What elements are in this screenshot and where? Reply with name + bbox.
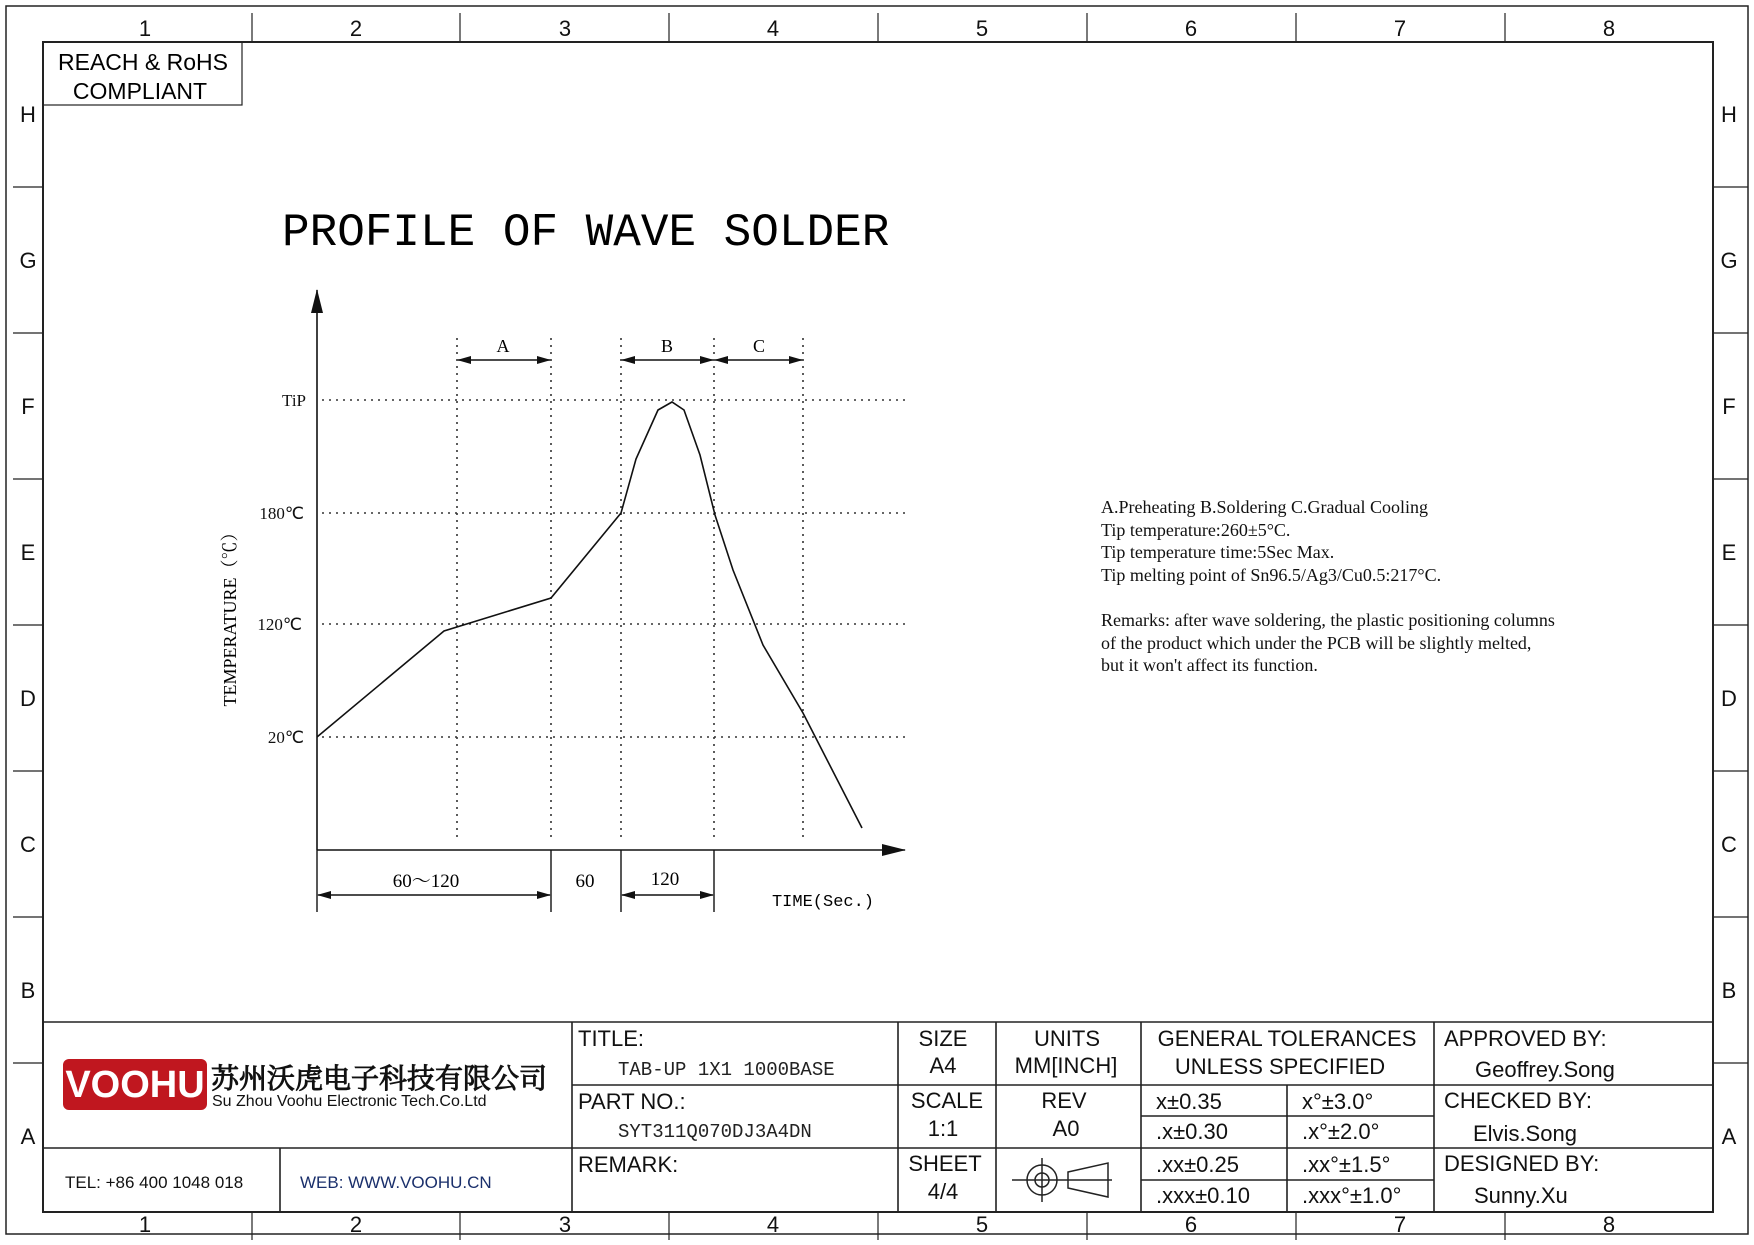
- note-line: Tip temperature:260±5°C.: [1101, 520, 1291, 540]
- scale-label: SCALE: [910, 1088, 984, 1113]
- col-label: 7: [1393, 16, 1407, 41]
- col-label: 5: [975, 16, 989, 41]
- col-label: 1: [138, 1212, 152, 1237]
- compliance-line1: REACH & RoHS: [58, 49, 228, 75]
- row-label: H: [1721, 102, 1737, 127]
- y-tick-labels: [257, 391, 306, 747]
- compliance-line2: COMPLIANT: [72, 78, 208, 104]
- level-gridlines: [322, 400, 905, 737]
- col-label: 4: [766, 16, 780, 41]
- row-label: A: [1721, 1124, 1737, 1149]
- y-tick-label-180: 180℃: [259, 504, 304, 523]
- notes-block: [1101, 497, 1555, 675]
- company-name-en: Su Zhou Voohu Electronic Tech.Co.Ltd: [212, 1093, 487, 1110]
- duration-label-preheat: 60～120: [392, 871, 460, 892]
- zone-gridlines: [457, 338, 803, 842]
- size-value: A4: [929, 1053, 957, 1078]
- row-label: A: [20, 1124, 36, 1149]
- units-label: UNITS: [1034, 1026, 1100, 1051]
- sheet-label: SHEET: [908, 1151, 982, 1176]
- company-logo: [63, 1059, 547, 1110]
- tolerance-linear: .xxx±0.10: [1156, 1183, 1251, 1208]
- rev-label: REV: [1041, 1088, 1087, 1113]
- units-value: MM[INCH]: [1014, 1053, 1118, 1078]
- remark-line: of the product which under the PCB will be slightly melted,: [1101, 633, 1532, 653]
- note-line: Tip temperature time:5Sec Max.: [1101, 542, 1335, 562]
- row-label: C: [20, 832, 36, 857]
- col-label: 3: [558, 1212, 572, 1237]
- projection-symbol-icon: [1012, 1158, 1112, 1202]
- row-label: E: [1721, 540, 1737, 565]
- duration-label-solder: 120: [650, 869, 680, 890]
- y-tick-label-tip: TiP: [282, 391, 306, 410]
- title-value: TAB-UP 1X1 1000BASE: [618, 1059, 835, 1081]
- company-name-cn: 苏州沃虎电子科技有限公司: [211, 1063, 548, 1094]
- profile-chart: [220, 290, 905, 912]
- scale-value: 1:1: [927, 1116, 959, 1141]
- col-label: 3: [558, 16, 572, 41]
- col-label: 1: [138, 16, 152, 41]
- row-label: E: [20, 540, 36, 565]
- row-label: D: [20, 686, 36, 711]
- x-axis-title: TIME(Sec.): [771, 893, 875, 912]
- tolerance-linear: .xx±0.25: [1156, 1152, 1240, 1177]
- checked-value: Elvis.Song: [1473, 1121, 1577, 1146]
- tolerance-angular: .xx°±1.5°: [1302, 1152, 1391, 1177]
- approved-label: APPROVED BY:: [1444, 1026, 1607, 1051]
- tolerance-angular: .x°±2.0°: [1302, 1119, 1380, 1144]
- col-label: 4: [766, 1212, 780, 1237]
- remark-line: Remarks: after wave soldering, the plastic positioning columns: [1101, 610, 1555, 630]
- row-label: F: [21, 394, 35, 419]
- tolerance-header-1: GENERAL TOLERANCES: [1157, 1026, 1417, 1051]
- approved-value: Geoffrey.Song: [1475, 1057, 1615, 1082]
- col-label: 2: [349, 16, 363, 41]
- part-no-value: SYT311Q070DJ3A4DN: [618, 1121, 812, 1143]
- duration-label-gap: 60: [575, 871, 595, 892]
- y-tick-label-120: 120℃: [257, 615, 302, 634]
- designed-value: Sunny.Xu: [1474, 1183, 1568, 1208]
- note-line: Tip melting point of Sn96.5/Ag3/Cu0.5:217°C.: [1101, 565, 1442, 585]
- rev-value: A0: [1052, 1116, 1080, 1141]
- contact-web: WEB: WWW.VOOHU.CN: [300, 1173, 492, 1192]
- remark-line: but it won't affect its function.: [1101, 655, 1318, 675]
- designed-label: DESIGNED BY:: [1444, 1151, 1600, 1176]
- column-labels-top: [139, 16, 1615, 41]
- zone-label-b: B: [660, 336, 674, 356]
- zone-label-c: C: [752, 336, 766, 356]
- col-label: 6: [1184, 16, 1198, 41]
- tolerance-angular: .xxx°±1.0°: [1302, 1183, 1402, 1208]
- title-label: TITLE:: [578, 1026, 645, 1051]
- row-label: G: [1720, 248, 1738, 273]
- col-label: 8: [1602, 1212, 1616, 1237]
- compliance-box: [43, 42, 242, 105]
- logo-text: VOOHU: [65, 1064, 205, 1106]
- col-label: 7: [1393, 1212, 1407, 1237]
- col-label: 6: [1184, 1212, 1198, 1237]
- note-line: A.Preheating B.Soldering C.Gradual Cooling: [1101, 497, 1428, 517]
- tolerance-header-2: UNLESS SPECIFIED: [1174, 1054, 1386, 1079]
- diagram-title: PROFILE OF WAVE SOLDER: [282, 207, 890, 259]
- checked-label: CHECKED BY:: [1444, 1088, 1592, 1113]
- size-label: SIZE: [918, 1026, 968, 1051]
- part-no-label: PART NO.:: [578, 1089, 686, 1114]
- col-label: 2: [349, 1212, 363, 1237]
- sheet-value: 4/4: [927, 1179, 959, 1204]
- zone-label-a: A: [496, 336, 510, 356]
- row-label: B: [20, 978, 36, 1003]
- row-label: D: [1721, 686, 1737, 711]
- y-axis-title: TEMPERATURE（℃）: [220, 523, 240, 707]
- tolerance-linear: x±0.35: [1156, 1089, 1222, 1114]
- temperature-profile-curve: [317, 402, 862, 828]
- row-label: H: [20, 102, 36, 127]
- row-label: C: [1721, 832, 1737, 857]
- row-label: G: [19, 248, 37, 273]
- y-tick-label-20: 20℃: [267, 728, 304, 747]
- row-label: F: [1722, 394, 1736, 419]
- col-label: 8: [1602, 16, 1616, 41]
- tolerance-linear: .x±0.30: [1156, 1119, 1229, 1144]
- contact-tel: TEL: +86 400 1048 018: [65, 1173, 244, 1192]
- remark-label: REMARK:: [578, 1152, 679, 1177]
- col-label: 5: [975, 1212, 989, 1237]
- tolerance-angular: x°±3.0°: [1302, 1089, 1374, 1114]
- row-label: B: [1721, 978, 1737, 1003]
